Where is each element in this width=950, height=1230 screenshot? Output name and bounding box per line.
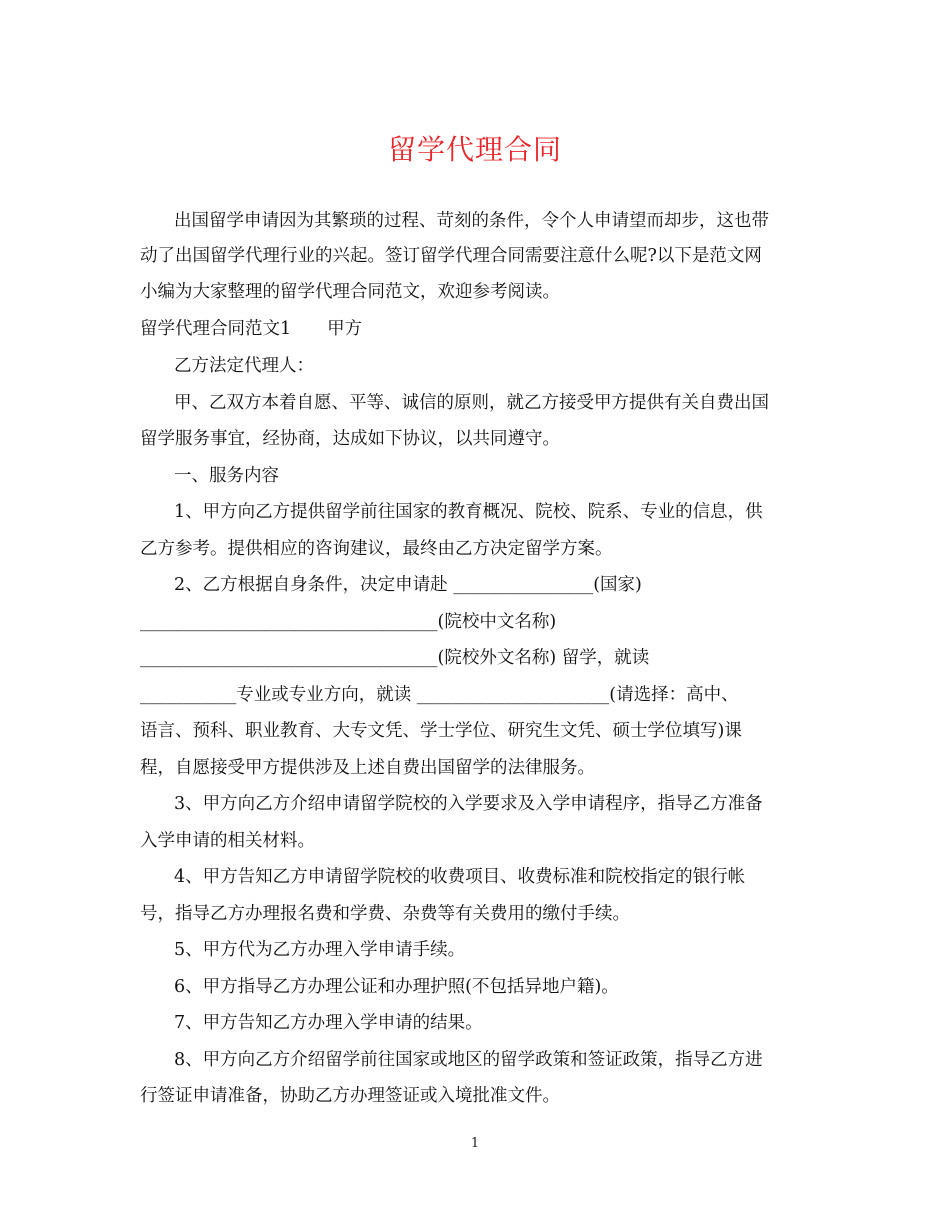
paragraph-line: 号，指导乙方办理报名费和学费、杂费等有关费用的缴付手续。 xyxy=(140,904,630,924)
paragraph-line: ___________专业或专业方向，就读 ______________________(请选择：高中、 xyxy=(140,685,739,705)
paragraph-line: 程，自愿接受甲方提供涉及上述自费出国留学的法律服务。 xyxy=(140,758,595,778)
paragraph-line: 语言、预科、职业教育、大专文凭、学士学位、研究生文凭、硕士学位填写)课 xyxy=(140,721,742,741)
paragraph-line: 8、甲方向乙方介绍留学前往国家或地区的留学政策和签证政策，指导乙方进 xyxy=(174,1050,763,1070)
paragraph-line: 动了出国留学代理行业的兴起。签订留学代理合同需要注意什么呢?以下是范文网 xyxy=(140,246,762,266)
paragraph-line: 6、甲方指导乙方办理公证和办理护照(不包括异地户籍)。 xyxy=(174,977,619,997)
document-title: 留学代理合同 xyxy=(387,133,562,166)
party-a-label: 甲方 xyxy=(327,319,363,339)
paragraph-line: 3、甲方向乙方介绍申请留学院校的入学要求及入学申请程序，指导乙方准备 xyxy=(174,794,763,814)
paragraph-line: 1、甲方向乙方提供留学前往国家的教育概况、院校、院系、专业的信息，供 xyxy=(174,502,763,522)
sample-heading: 留学代理合同范文1 xyxy=(140,319,292,339)
paragraph-line: 7、甲方告知乙方办理入学申请的结果。 xyxy=(174,1013,483,1033)
paragraph-line: __________________________________(院校外文名称) 留学，就读 xyxy=(140,648,650,668)
paragraph-line: 乙方参考。提供相应的咨询建议，最终由乙方决定留学方案。 xyxy=(140,539,613,559)
paragraph-line: 乙方法定代理人： xyxy=(174,356,314,376)
paragraph-line: __________________________________(院校中文名称) xyxy=(140,612,557,632)
paragraph-line: 2、乙方根据自身条件，决定申请赴 ________________(国家) xyxy=(174,575,642,595)
paragraph-line: 行签证申请准备，协助乙方办理签证或入境批准文件。 xyxy=(140,1086,560,1106)
paragraph-line: 入学申请的相关材料。 xyxy=(140,831,315,851)
paragraph-line: 5、甲方代为乙方办理入学申请手续。 xyxy=(174,940,466,960)
paragraph-line: 留学服务事宜，经协商，达成如下协议，以共同遵守。 xyxy=(140,429,560,449)
section-heading-line xyxy=(140,314,362,344)
page-number: 1 xyxy=(470,1136,480,1151)
paragraph-line: 小编为大家整理的留学代理合同范文，欢迎参考阅读。 xyxy=(140,282,560,302)
paragraph-line: 甲、乙双方本着自愿、平等、诚信的原则，就乙方接受甲方提供有关自费出国 xyxy=(174,393,769,413)
paragraph-line: 出国留学申请因为其繁琐的过程、苛刻的条件，令个人申请望而却步，这也带 xyxy=(174,211,769,231)
section-heading: 一、服务内容 xyxy=(174,466,279,486)
paragraph-line: 4、甲方告知乙方申请留学院校的收费项目、收费标准和院校指定的银行帐 xyxy=(174,867,746,887)
